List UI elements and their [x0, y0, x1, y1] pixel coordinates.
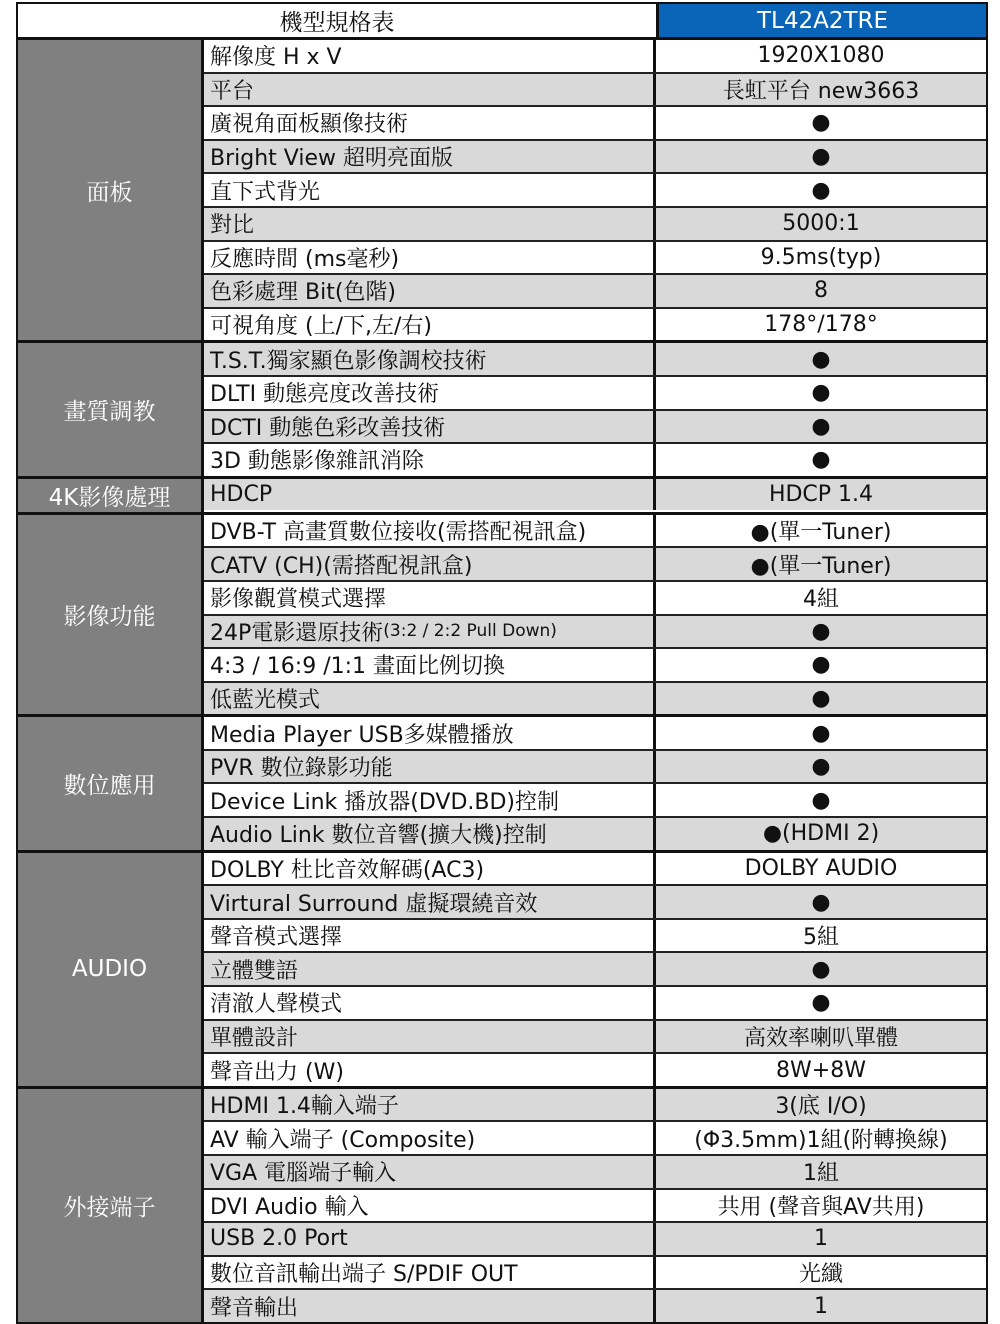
feature-cell [204, 1054, 656, 1086]
table-row [204, 582, 986, 616]
table-row [204, 548, 986, 582]
table-row [204, 1223, 986, 1257]
value-cell: ● [656, 683, 986, 715]
table-row [204, 1054, 986, 1086]
feature-label: Bright View 超明亮面版 [210, 146, 453, 172]
table-row [204, 853, 986, 887]
value-cell: 光纖 [656, 1257, 986, 1289]
feature-cell [204, 208, 656, 240]
table-row [204, 1257, 986, 1291]
table-row [204, 886, 986, 920]
table-row [204, 784, 986, 818]
feature-cell [204, 515, 656, 547]
feature-label: 對比 [210, 213, 255, 239]
feature-cell [204, 444, 656, 476]
feature-label: Audio Link 數位音響(擴大機)控制 [210, 823, 547, 849]
feature-cell [204, 1190, 656, 1222]
value-cell: 4組 [656, 582, 986, 614]
feature-label: DVB-T 高畫質數位接收(需搭配視訊盒) [210, 520, 587, 546]
value-cell: ● [656, 444, 986, 476]
table-row [204, 1190, 986, 1224]
feature-label: 立體雙語 [210, 958, 299, 984]
feature-label: 反應時間 (ms毫秒) [210, 246, 400, 272]
feature-cell [204, 1021, 656, 1053]
feature-cell [204, 343, 656, 375]
table-row [204, 74, 986, 108]
feature-label: 直下式背光 [210, 179, 321, 205]
feature-label: T.S.T.獨家顯色影像調校技術 [210, 348, 487, 374]
group-rows [204, 853, 986, 1086]
value-cell: HDCP 1.4 [656, 479, 986, 511]
feature-label: 單體設計 [210, 1025, 299, 1051]
group-rows [204, 40, 986, 340]
table-row [204, 343, 986, 377]
table-row [204, 953, 986, 987]
feature-label: 可視角度 (上/下,左/右) [210, 314, 432, 340]
table-row [204, 208, 986, 242]
feature-cell [204, 275, 656, 307]
feature-cell [204, 107, 656, 139]
table-row [204, 987, 986, 1021]
value-cell: ● [656, 649, 986, 681]
table-row [204, 1021, 986, 1055]
feature-label: VGA 電腦端子輸入 [210, 1161, 397, 1187]
table-row [204, 1290, 986, 1322]
group-label: 數位應用 [18, 717, 204, 849]
model-name-header: TL42A2TRE [659, 4, 986, 37]
feature-label: Virtural Surround 虛擬環繞音效 [210, 891, 538, 917]
feature-label: Device Link 播放器(DVD.BD)控制 [210, 789, 560, 815]
feature-label: 聲音模式選擇 [210, 925, 343, 951]
value-cell: ●(單一Tuner) [656, 548, 986, 580]
value-cell: 178°/178° [656, 309, 986, 341]
feature-label: USB 2.0 Port [210, 1226, 348, 1252]
spec-group [18, 853, 986, 1089]
feature-label: 低藍光模式 [210, 687, 321, 713]
feature-cell [204, 987, 656, 1019]
value-cell: 1 [656, 1290, 986, 1322]
feature-cell [204, 1257, 656, 1289]
feature-label: DVI Audio 輸入 [210, 1194, 369, 1220]
value-cell: DOLBY AUDIO [656, 853, 986, 885]
feature-cell [204, 886, 656, 918]
feature-label: 影像觀賞模式選擇 [210, 587, 387, 613]
table-header-row [18, 4, 986, 40]
feature-label: DLTI 動態亮度改善技術 [210, 382, 440, 408]
feature-cell [204, 309, 656, 341]
feature-label: Media Player USB多媒體播放 [210, 722, 514, 748]
value-cell: ●(單一Tuner) [656, 515, 986, 547]
table-row [204, 515, 986, 549]
feature-label: 廣視角面板顯像技術 [210, 112, 409, 138]
table-row [204, 649, 986, 683]
value-cell: 5000:1 [656, 208, 986, 240]
feature-label: 24P電影還原技術 [210, 620, 384, 646]
group-label: 面板 [18, 40, 204, 340]
feature-cell [204, 1156, 656, 1188]
feature-cell [204, 548, 656, 580]
feature-label: 清澈人聲模式 [210, 992, 343, 1018]
value-cell: 3(底 I/O) [656, 1089, 986, 1121]
feature-cell [204, 853, 656, 885]
table-row [204, 309, 986, 341]
feature-cell [204, 74, 656, 106]
feature-cell [204, 784, 656, 816]
value-cell: ● [656, 411, 986, 443]
table-row [204, 920, 986, 954]
feature-cell [204, 920, 656, 952]
value-cell: 1920X1080 [656, 40, 986, 72]
value-cell: ● [656, 174, 986, 206]
value-cell: ●(HDMI 2) [656, 818, 986, 850]
value-cell: 8 [656, 275, 986, 307]
feature-cell [204, 683, 656, 715]
feature-label: 聲音輸出 [210, 1295, 299, 1321]
spec-table [16, 2, 988, 1324]
table-title: 機型規格表 [18, 4, 659, 37]
feature-label: CATV (CH)(需搭配視訊盒) [210, 553, 473, 579]
value-cell: ● [656, 784, 986, 816]
feature-label: 色彩處理 Bit(色階) [210, 280, 396, 306]
feature-note: (3:2 / 2:2 Pull Down) [383, 621, 557, 642]
table-row [204, 40, 986, 74]
feature-cell [204, 479, 656, 511]
feature-label: HDCP [210, 482, 273, 508]
value-cell: (Φ3.5mm)1組(附轉換線) [656, 1122, 986, 1154]
table-row [204, 107, 986, 141]
group-label: 畫質調教 [18, 343, 204, 475]
value-cell: 9.5ms(typ) [656, 242, 986, 274]
table-row [204, 174, 986, 208]
spec-group [18, 1089, 986, 1322]
group-rows [204, 717, 986, 849]
value-cell: 8W+8W [656, 1054, 986, 1086]
feature-cell [204, 1223, 656, 1255]
table-row [204, 141, 986, 175]
feature-label: 數位音訊輸出端子 S/PDIF OUT [210, 1262, 518, 1288]
group-label: 4K影像處理 [18, 479, 204, 512]
table-row [204, 1089, 986, 1123]
value-cell: ● [656, 343, 986, 375]
feature-label: 平台 [210, 78, 255, 104]
value-cell: ● [656, 107, 986, 139]
spec-group [18, 515, 986, 718]
value-cell: 1組 [656, 1156, 986, 1188]
table-row [204, 377, 986, 411]
feature-cell [204, 1089, 656, 1121]
feature-label: DOLBY 杜比音效解碼(AC3) [210, 857, 485, 883]
feature-label: AV 輸入端子 (Composite) [210, 1127, 476, 1153]
feature-cell [204, 411, 656, 443]
value-cell: 高效率喇叭單體 [656, 1021, 986, 1053]
table-row [204, 1122, 986, 1156]
table-row [204, 751, 986, 785]
feature-cell [204, 582, 656, 614]
feature-cell [204, 174, 656, 206]
feature-label: 解像度 H x V [210, 45, 342, 71]
feature-label: 3D 動態影像雜訊消除 [210, 449, 424, 475]
feature-cell [204, 818, 656, 850]
feature-label: 4:3 / 16:9 /1:1 畫面比例切換 [210, 654, 506, 680]
value-cell: ● [656, 987, 986, 1019]
spec-groups [18, 40, 986, 1322]
table-row [204, 411, 986, 445]
spec-group [18, 343, 986, 478]
group-rows [204, 479, 986, 512]
table-row [204, 479, 986, 511]
table-row [204, 1156, 986, 1190]
table-row [204, 717, 986, 751]
group-label: 影像功能 [18, 515, 204, 715]
table-row [204, 444, 986, 476]
feature-label: DCTI 動態色彩改善技術 [210, 415, 446, 441]
group-label: AUDIO [18, 853, 204, 1086]
group-rows [204, 343, 986, 475]
feature-cell [204, 616, 656, 648]
table-row [204, 616, 986, 650]
value-cell: 長虹平台 new3663 [656, 74, 986, 106]
feature-cell [204, 377, 656, 409]
value-cell: ● [656, 141, 986, 173]
group-rows [204, 515, 986, 715]
feature-cell [204, 751, 656, 783]
table-row [204, 275, 986, 309]
feature-label: HDMI 1.4輸入端子 [210, 1094, 399, 1120]
feature-label: 聲音出力 (W) [210, 1059, 344, 1085]
value-cell: ● [656, 377, 986, 409]
value-cell: 5組 [656, 920, 986, 952]
feature-label: PVR 數位錄影功能 [210, 756, 393, 782]
spec-group [18, 717, 986, 852]
feature-cell [204, 649, 656, 681]
feature-cell [204, 953, 656, 985]
value-cell: 1 [656, 1223, 986, 1255]
feature-cell [204, 141, 656, 173]
group-label: 外接端子 [18, 1089, 204, 1322]
value-cell: ● [656, 717, 986, 749]
feature-cell [204, 242, 656, 274]
spec-group [18, 479, 986, 515]
feature-cell [204, 1290, 656, 1322]
value-cell: ● [656, 886, 986, 918]
value-cell: ● [656, 751, 986, 783]
group-rows [204, 1089, 986, 1322]
spec-group [18, 40, 986, 343]
feature-cell [204, 1122, 656, 1154]
table-row [204, 242, 986, 276]
value-cell: ● [656, 953, 986, 985]
feature-cell [204, 40, 656, 72]
value-cell: ● [656, 616, 986, 648]
table-row [204, 683, 986, 715]
feature-cell [204, 717, 656, 749]
value-cell: 共用 (聲音與AV共用) [656, 1190, 986, 1222]
table-row [204, 818, 986, 850]
